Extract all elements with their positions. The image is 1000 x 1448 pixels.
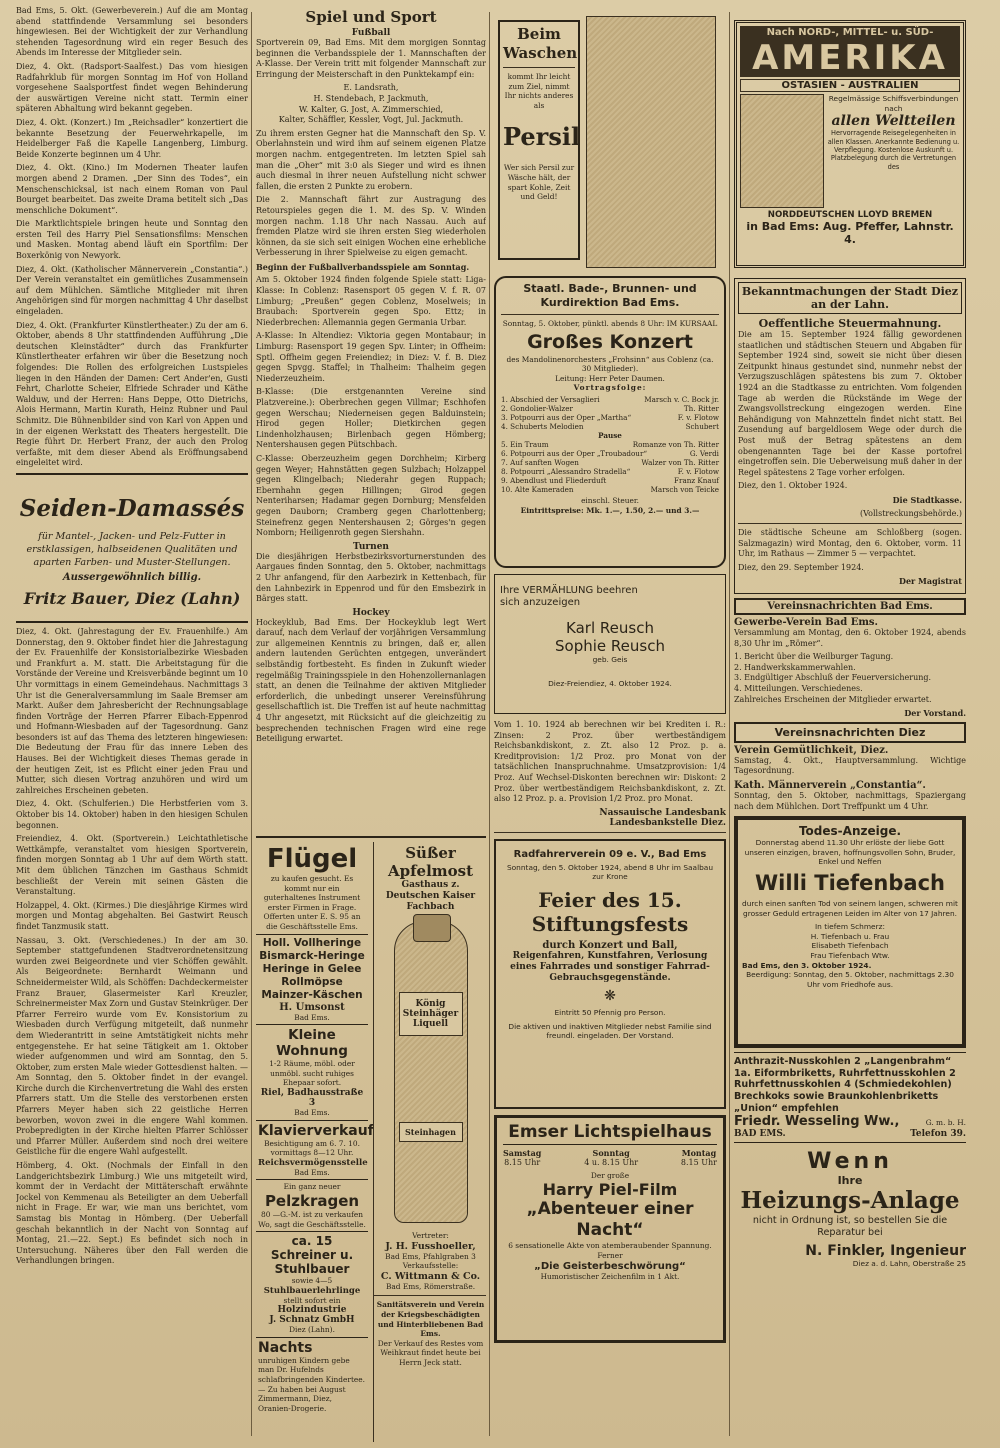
ad-addr: Diez a. d. Lahn, Oberstraße 25 <box>852 1259 966 1269</box>
section-heading: Vereinsnachrichten Bad Ems. <box>734 598 966 615</box>
ad-lichtspielhaus <box>494 1115 726 1343</box>
club-title: Kath. Männerverein „Constantia“. <box>734 780 926 791</box>
ad-text: Sonntag, den 5. Oktober 1924, abend 8 Uhr im Saalbau zur Krone <box>506 862 714 882</box>
program-item <box>501 404 719 413</box>
ad-place: Diez (Lahn). <box>289 1325 335 1335</box>
show-time <box>503 1148 541 1168</box>
ad-head: Radfahrerverein 09 e. V., Bad Ems <box>513 848 707 860</box>
program-title: 3. Potpourri aus der Oper „Martha“ <box>501 412 632 422</box>
article: Diez, 4. Okt. (Frankfurter Künstlertheater.) Zu der am 6. Oktober, abends 8 Uhr stattfindenden Aufführung „Die deutschen Kleinstädter“ durch das Frankfurter Künstlertheater erfahren wir über die Besetzung noch folgendes: Die Rollen des erfolgreichen Lustspieles liegen in den Händen der Damen: Cert Ander'en, Gusti Fehrt, Charlotte Scheier, Elfriede Schrader und Käthe Walduw, und der Herren: Hans Deppe, Otto Dietrichs, Alois Hermann, Martin Kurath, Heinz Rubner und Paul Schmitz. Die Bühnenbilder sind von Karl von Appen und in der eigenen Werkstatt des Theaters hergestellt. Die Regie führt Dr. Herbert Franz, der auch den Prolog verfaßte, mit dem dieser Abend als Eröffnungsabend eingeleitet wird. <box>16 320 248 468</box>
ad-text: Gasthaus z. Deutschen Kaiser Fachbach <box>385 880 476 912</box>
article: Die diesjährigen Herbstbezirksvorturnerstunden des Aargaues finden Sonntag, den 5. Oktober, nachmittags 2 Uhr anfangend, für den Aarbezirk in Kettenbach, für den Lahnbezirk in Eppenrod und für den Emsbezirk in Bärges statt. <box>256 551 486 604</box>
ad-sub: OSTASIEN - AUSTRALIEN <box>740 79 960 92</box>
notice-text: Der Verkauf des Restes vom Weihkraut findet heute bei Herrn Jeck statt. <box>377 1338 484 1367</box>
program-item <box>501 422 719 431</box>
ad-title: Flügel <box>266 844 358 874</box>
column-sport <box>256 6 486 1442</box>
ad-text: kommt Ihr leicht zum Ziel, nimmt Ihr nichts anderes als <box>504 72 574 110</box>
bottle-label: König Steinhäger Liquell <box>399 992 463 1036</box>
program-list <box>501 395 719 494</box>
laundry-illustration <box>586 16 716 268</box>
notice-date: Diez, den 29. September 1924. <box>738 562 864 572</box>
notice-text: Die am 15. September 1924 fällig gewordenen staatlichen und städtischen Steuern und Abgaben für September 1924 sind, soweit sie nicht über diesen Zeitpunkt hinaus gestundet sind, nunmehr nebst der Verzugszuschlägen spätestens bis zum 7. Oktober 1924 an die Stadtkasse zu entrichten. Vom folgenden Tage ab werden die Rückstände im Wege der Zwangsvollstreckung eingezogen werden. Eine Behändigung von Mahnzetteln findet nicht statt. Bei Zusendung auf bargeldlosem Wege oder durch die Post muß der Betrag spätestens an dem obengenannten Tage bei der Kasse portofrei eingetroffen sein. Die Ueberweisung muß daher in der Regel spätestens 2 Tage vorher erfolgen. <box>738 330 962 477</box>
ad-heizung <box>734 1147 966 1271</box>
ad-wohnung <box>256 1025 368 1120</box>
ad-title: Süßer Apfelmost <box>387 844 474 880</box>
program-pause: Pause <box>598 430 622 440</box>
ad-pre: Ein ganz neuer <box>283 1182 341 1192</box>
article: Diez, 4. Okt. (Radsport-Saalfest.) Das vom hiesigen Radfahrklub für morgen Sonntag im Hof von Holland vorgesehene Saalsportfest findet wegen Behinderung der auswärtigen Vereine nicht statt. Termin einer späteren Abhaltung wird bekannt gegeben. <box>16 61 248 114</box>
bottle-sub: Steinhagen <box>399 1122 463 1142</box>
ad-klavier <box>256 1121 374 1181</box>
program-composer: Franz Knauf <box>674 475 719 485</box>
ad-title: Nachts <box>258 1339 313 1356</box>
ad-firm2: C. Wittmann & Co. <box>380 1270 481 1282</box>
ad-entry: Eintritt 50 Pfennig pro Person. <box>554 1007 666 1017</box>
ad-addr2: Bad Ems, Römerstraße. <box>385 1281 476 1291</box>
show-time <box>584 1148 638 1168</box>
program-title: 8. Potpourri „Alessandro Stradella“ <box>501 466 631 476</box>
column-local-news <box>16 6 248 1442</box>
ad-firm: J. H. Fusshoeller, <box>385 1240 476 1252</box>
bank-notice: Vom 1. 10. 1924 ab berechnen wir bei Krediten i. R.: Zinsen: 2 Proz. über wertbeständigem Reichsbankdiskont, z. Zt. also 12 Proz. p. a. Kreditprovision: 1/2 Proz. pro Monat von der tatsächlichen Inanspruchnahme. Umsatzprovision: 1/4 Proz. Auf Wechsel-Diskonten berechnen wir: Diskont: 2 Proz. über wertbeständigem Reichsbankdiskont, z. Zt. also 12 Proz. p. a. Provision 1/2 Proz. pro Monat. <box>494 720 726 804</box>
ad-title: Heizungs-Anlage <box>740 1187 960 1215</box>
program-composer: G. Verdi <box>689 448 719 458</box>
agenda-item: 3. Endgültiger Abschluß der Feuerversicherung. <box>734 673 932 683</box>
notice-text: Die städtische Scheune am Schloßberg (sogen. Salzmagazin) wird Montag, den 6. Oktober, vorm. 11 Uhr, im Rathaus — Zimmer 5 — verpachtet. <box>738 528 962 559</box>
family-2: Elisabeth Tiefenbach <box>811 941 889 951</box>
ad-text: Holl. Vollheringe Bismarck-Heringe Heringe in Gelee Rollmöpse Mainzer-Käschen <box>259 936 365 1001</box>
article: Diez, 4. Okt. (Schulferien.) Die Herbstferien vom 3. Oktober bis 14. Oktober) haben in den hiesigen Schulen begonnen. <box>16 799 248 830</box>
notice-title: Sanitätsverein und Verein der Kriegsbeschädigten und Hinterbliebenen Bad Ems. <box>376 1300 485 1339</box>
ship-illustration <box>740 94 824 208</box>
film-sub: 6 sensationelle Akte von atemberaubender Spannung. Ferner <box>508 1241 712 1260</box>
lineup <box>256 83 486 125</box>
deceased-name: Willi Tiefenbach <box>755 870 945 895</box>
lineup-line: E. Landsrath, <box>343 83 399 93</box>
ad-title: Beim Waschen <box>503 25 578 62</box>
ad-seiden-damasses <box>16 473 248 623</box>
ad-text2: durch einen sanften Tod von seinem langen, schweren mit grosser Geduld ertragenen Leiden im Alter von 17 Jahren. <box>742 898 958 918</box>
agenda-item: 4. Mitteilungen. Verschiedenes. <box>734 684 863 694</box>
notice-date: Diez, den 1. Oktober 1924. <box>738 481 848 491</box>
family-1: H. Tiefenbach u. Frau <box>810 931 890 941</box>
ad-kurdirektion <box>494 276 726 568</box>
column-ads-right <box>734 6 966 1442</box>
ad-note: Aussergewöhnlich billig. <box>62 571 202 583</box>
ad-text: Besichtigung am 6. 7. 10. vormittags 8—12 Uhr. <box>264 1138 360 1158</box>
show-day: Montag <box>681 1147 717 1158</box>
subheading: Hockey <box>352 607 390 618</box>
section-heading: Bekanntmachungen der Stadt Diez an der Lahn. <box>738 282 962 314</box>
agenda-list <box>734 652 966 694</box>
ad-title: Klavierverkauf <box>258 1122 374 1139</box>
ad-foot: Wer sich Persil zur Wäsche hält, der spart Kohle, Zeit und Geld! <box>503 163 575 202</box>
city-notices <box>734 278 966 594</box>
club-title: Gewerbe-Verein Bad Ems. <box>734 617 879 629</box>
program-heading: Vortragsfolge: <box>573 383 647 393</box>
ad-invite: Die aktiven und inaktiven Mitglieder nebst Familie sind freundl. eingeladen. Der Vorstand. <box>508 1021 712 1041</box>
ad-body <box>740 94 960 208</box>
article: Freiendiez, 4. Okt. (Sportverein.) Leichtathletische Wettkämpfe, veranstaltet vom hiesigen Sportverein, finden morgen Sonntag ab 1 Uhr auf dem Wörth statt. Mit dem üblichen Tänzchen im Gasthaus Schmidt beschließt der Verein mit seinen Gästen die Veranstaltung. <box>16 834 248 897</box>
ad-intro: Sonntag, 5. Oktober, pünktl. abends 8 Uhr: IM KURSAAL <box>502 319 718 328</box>
article: Nassau, 3. Okt. (Verschiedenes.) In der am 30. September stattgefundenen Stadtverordnetensitzung wurden zwei Beigeordnete und vier Schöffen gewählt. Als Beigeordnete: Bernhardt Weimann und Schneidermeister Wild, als Schöffen: Dachdeckermeister Franz Brauer, Glasermeister Karl Kreuzler, Schreinermeister Max Zorn und Gustav Steinkrüger. Der Pfarrer Ferreiro wurde vom Ev. Konsistorium zu Wiesbaden durch Verfügung mitgeteilt, daß nunmehr dem Wiederantritt in seine Amtstätigkeit nichts mehr entgegenstehe. Er hat seine Tätigkeit am 1. Oktober wieder aufgenommen und wird am Sonntag, den 5. Oktober, zum ersten Male wieder Gottesdienst halten. — Am Sonntag, den 5. Oktober findet in der evangel. Kirche durch die Kirchenvertretung die Wahl des ersten Pfarrers statt. Um die Stelle des verstorbenen ersten Pfarrers Meyer haben sich 22 geistliche Herren beworben, wovon zwei in die engere Wahl kommen. Probepredigten in der Kirche hielten Pfarrer Schlösser und Pfarrer Müller. Außerdem sind noch drei weitere Geistliche für die engere Wahl aufgestellt. <box>16 935 248 1157</box>
club-note: Zahlreiches Erscheinen der Mitglieder erwartet. <box>734 694 932 704</box>
small-ads-column <box>256 842 374 1415</box>
ad-title: Kleine Wohnung <box>276 1027 348 1060</box>
program-item <box>501 440 719 449</box>
program-title: 10. Alte Kameraden <box>501 484 574 494</box>
ad-firm2: J. Schnatz GmbH <box>269 1315 355 1326</box>
ad-big: allen Weltteilen <box>831 113 956 130</box>
club-sig: Der Vorstand. <box>904 708 966 719</box>
ad-einzel: einschl. Steuer. <box>581 495 639 505</box>
subheading: Fußball <box>351 28 391 38</box>
program-composer: Th. Ritter <box>683 403 719 413</box>
ad-todesanzeige <box>734 816 966 1048</box>
ad-addr: Riel, Badhausstraße 3 <box>260 1087 364 1108</box>
program-title: 7. Auf sanften Wogen <box>501 457 579 467</box>
notice-title: Oeffentliche Steuermahnung. <box>758 317 942 330</box>
ad-firm: Friedr. Wesseling Ww., <box>734 1114 900 1130</box>
ad-steinhaeger <box>373 842 486 1442</box>
lineup-line: Kalter, Schäffler, Kessler, Vogt, Jul. Jackmuth. <box>278 115 464 125</box>
film-title: „Abenteuer einer Nacht“ <box>526 1199 694 1241</box>
ad-text: stellt sofort ein <box>283 1295 341 1305</box>
show-times <box>503 1148 717 1168</box>
ad-place: Bad Ems. <box>294 1107 330 1117</box>
subheading: Beginn der Fußballverbandsspiele am Sonntag. <box>256 261 470 272</box>
ad-persil <box>498 20 580 260</box>
ad-text: nicht in Ordnung ist, so bestellen Sie die Reparatur bei <box>752 1215 948 1239</box>
article: B-Klasse: (Die erstgenannten Vereine sind Platzvereine.): Oberbrechen gegen Villmar; Eschhofen gegen Werschau; Niederneisen gegen Balduinstein; Hirod gegen Holler; Dietkirchen gegen Lindenholzhausen; Birlenbach gegen Hömberg; Nentershausen gegen Pütschbach. <box>256 387 486 450</box>
ad-title: Feier des 15. Stiftungsfests <box>531 887 689 936</box>
name-geb: geb. Geis <box>592 655 628 664</box>
program-composer: Walzer von Th. Ritter <box>641 457 719 467</box>
ad-pre: Der große <box>590 1170 630 1180</box>
article: Am 5. Oktober 1924 finden folgende Spiele statt: Liga-Klasse: In Coblenz: Rasensport 05 gegen V. f. R. 07 Limburg; „Preußen“ gegen Coblenz, Moselweis; in Braubach: Sportverein gegen Spo. Ettz; in Niederbrechen: Allemannia gegen Germania Urbar. <box>256 275 486 327</box>
column-rule <box>729 12 730 1436</box>
agenda-item: 1. Bericht über die Weilburger Tagung. <box>734 652 894 662</box>
article: Holzappel, 4. Okt. (Kirmes.) Die diesjährige Kirmes wird morgen und Montag abgehalten. Bei Gastwirt Reusch findet Tanzmusik statt. <box>16 900 248 931</box>
club-text: Versammlung am Montag, den 6. Oktober 1924, abends 8,30 Uhr im „Römer“. <box>734 628 966 648</box>
ad-text2: Hervorragende Reisegelegenheiten in allen Klassen. Anerkannte Bedienung u. Verpflegung. Kostenlose Auskunft u. Platzbelegung durch die Vertretungen des <box>827 129 960 171</box>
bottle-cap <box>413 914 451 942</box>
section-heading: Vereinsnachrichten Diez <box>734 722 966 743</box>
divider <box>374 1295 486 1296</box>
article: Zu ihrem ersten Gegner hat die Mannschaft den Sp. V. Oberlahnstein und wird ihm auf seinem eigenen Platze morgen nachm. entgegentreten. Im letzten Spiel sah man die „Oher“ mit 3:0 als Sieger und wird es ihnen auch diesmal in ihrer neuen Aufstellung nicht schwer fallen, die ersten 2 Punkte zu erobern. <box>256 128 486 191</box>
notice-sig: Der Magistrat <box>899 576 962 587</box>
ad-foot-row <box>734 1129 966 1139</box>
program-composer: Romanze von Th. Ritter <box>632 439 719 449</box>
article: Hockeyklub, Bad Ems. Der Hockeyklub legt Wert darauf, nach dem Verlauf der vorjährigen Versammlung zur allgemeinen Kenntnis zu bringen, daß er, allen andern lautenden Gerüchten entgegen, unverändert selbständig fortbesteht. Es finden in Zukunft wieder regelmäßig Trainingsspiele in den Hohenzollernanlagen statt, an denen die Teilnahme der aktiven Mitglieder erforderlich, die unbedingt unserer Vereinsführung gesellschaftlich ist. Die Treffen ist auf heute nachmittag 4 Uhr angesetzt, mit Rücksicht auf die gleichzeitig zu besprechenden technischen Fragen wird eine rege Beteiligung erwartet. <box>256 617 486 744</box>
program-composer: Marsch v. C. Bock jr. <box>644 394 719 404</box>
program-composer: Schubert <box>685 421 719 431</box>
family-3: Frau Tiefenbach Wtw. <box>810 950 890 960</box>
ad-text: Regelmässige Schiffsverbindungen nach <box>828 94 959 113</box>
ad-sub: durch Konzert und Ball, <box>542 939 678 951</box>
name-1: Karl Reusch <box>566 619 654 637</box>
bank-firm: Nassauische Landesbank <box>599 807 726 818</box>
program-composer: F. v. Flotow <box>677 412 719 422</box>
notice-sig: Die Stadtkasse. <box>892 494 962 505</box>
film-sub-2: Humoristischer Zeichenfilm in 1 Akt. <box>540 1271 680 1281</box>
divider <box>494 832 726 833</box>
bottle-illustration <box>394 921 468 1223</box>
ad-firm: Fritz Bauer, Diez (Lahn) <box>23 588 241 608</box>
program-item <box>501 476 719 485</box>
ad-phone: Telefon 39. <box>910 1129 966 1140</box>
program-composer: Marsch von Teicke <box>650 484 719 494</box>
club-text: Sonntag, den 5. Oktober, nachmittags, Spaziergang nach dem Mühlchen. Dort Treffpunkt um 4 Uhr. <box>734 791 966 811</box>
ad-text: unruhigen Kindern gebe man Dr. Hufelnds schlafbringenden Kindertee. — Zu haben bei August Zimmermann, Diez, Oranien-Drogerie. <box>258 1355 366 1413</box>
ad-pre: Vertreter: <box>412 1231 449 1240</box>
notice-sig2: (Vollstreckungsbehörde.) <box>859 508 962 518</box>
ad-pre: Wenn <box>807 1149 893 1175</box>
ad-addr: Reichsvermögensstelle <box>258 1157 368 1168</box>
ad-body-text <box>824 94 960 208</box>
ad-nachts <box>256 1338 368 1416</box>
program-title: 1. Abschied der Versaglieri <box>501 394 600 404</box>
ad-pelzkragen <box>256 1180 368 1232</box>
club-text: Samstag, 4. Okt., Hauptversammlung. Wichtige Tagesordnung. <box>734 755 966 776</box>
ad-firm-row <box>734 1114 966 1129</box>
film-title-2: „Die Geisterbeschwörung“ <box>534 1260 686 1272</box>
ad-price: Eintrittspreise: Mk. 1.—, 1.50, 2.— und 3.— <box>520 505 700 515</box>
ad-text: 80 —G.-M. ist zu verkaufen Wo, sagt die Geschäftsstelle. <box>258 1209 366 1229</box>
ad-date: Bad Ems, den 3. Oktober 1924. <box>742 960 872 970</box>
article: Hömberg, 4. Okt. (Nochmals der Einfall in den Landgerichtsbezirk Limburg.) Wie uns mitgeteilt wird, kommt der in Verdacht der Mittäterschaft erwähnte Jockel von Kemmenau als Beteiligter an dem Ueberfall nicht in Frage. Er war, wie man uns berichtet, vom Samstag bis Montag in Hömberg. (Der Ueberfall geschah bekanntlich in der Nacht von Sonntag auf Montag, 21.—22. Sept.) Es befindet sich noch in Untersuchung. Näheres über den Fall werden die Verhandlungen bringen. <box>16 1161 248 1266</box>
ad-gmbh: G. m. b. H. <box>925 1118 966 1128</box>
show-day: Sonntag <box>592 1147 630 1158</box>
divider <box>503 67 575 68</box>
show-hour: 8.15 Uhr <box>680 1157 717 1167</box>
ad-place: Bad Ems. <box>294 1167 330 1177</box>
ad-brand: Persil <box>503 122 581 152</box>
ad-burial: Beerdigung: Sonntag, den 5. Oktober, nachmittags 2.30 Uhr vom Friedhofe aus. <box>746 970 954 989</box>
column-ads-middle <box>494 6 726 1442</box>
show-day: Samstag <box>503 1147 542 1158</box>
ad-title: Seiden-Damassés <box>19 494 245 522</box>
ad-sub: sowie 4—5 <box>291 1276 333 1286</box>
ad-lead: Leitung: Herr Peter Daumen. <box>555 373 665 383</box>
article: Die 2. Mannschaft fährt zur Austragung des Retourspieles gegen die 1. M. des Sp. V. Winden morgen nachm. 1.18 Uhr nach Nassau. Auch auf fremden Platze wird sie ihren ersten Sieg wiederholen können, da sie sich seit einigen Wochen eine erhebliche Verbesserung in ihrer Spielweise zu eigen gemacht. <box>256 195 486 258</box>
ad-sub: des Mandolinenorchesters „Frohsinn“ aus Coblenz (ca. 30 Mitglieder). <box>506 354 714 374</box>
program-title: 4. Schuberts Melodien <box>501 421 584 431</box>
article: Die Marktlichtspiele bringen heute und Sonntag den ersten Teil des Harry Piel Sensationsfilms: Menschen und Masken. Montag abend läuft ein Sportfilm: Der Boxerkönig von Newyork. <box>16 219 248 261</box>
club-title: Verein Gemütlichkeit, Diez. <box>734 744 889 756</box>
ad-radfahrerverein <box>494 839 726 1109</box>
ad-text: 1-2 Räume, möbl. oder unmöbl. sucht ruhiges Ehepaar sofort. <box>269 1059 355 1088</box>
program-composer: F. v. Flotow <box>677 466 719 476</box>
ornament-icon: ❋ <box>604 987 616 1004</box>
ad-vermaehlung <box>494 574 726 714</box>
ad-addr: in Bad Ems: Aug. Pfeffer, Lahnstr. 4. <box>746 220 954 246</box>
ad-place: BAD EMS. <box>734 1129 786 1140</box>
ad-title: Todes-Anzeige. <box>798 824 902 839</box>
bank-firm2: Landesbankstelle Diez. <box>609 817 726 828</box>
article: C-Klasse: Oberzeuzheim gegen Dorchheim; Kirberg gegen Weyer; Hahnstätten gegen Sulzbach; Holzappel gegen Klingelbach; Niederahr gegen Ruppach; Ebernhahn gegen Hillingen; Girod gegen Nenteriharsen; Hadamar gegen Dornburg; Mensfelden gegen Dauborn; Cramberg gegen Charlottenberg; Steinefrenz gegen Nentershausen 2; Görges'n gegen Nomborn; Heiligenroth gegen Siershahn. <box>256 453 486 538</box>
program-item <box>501 395 719 404</box>
ad-area <box>256 836 486 1442</box>
ad-pre: Nach NORD-, MITTEL- u. SÜD- <box>740 26 960 39</box>
subheading: Turnen <box>353 541 389 552</box>
divider <box>738 523 962 524</box>
ad-text: Anthrazit-Nusskohlen 2 „Langenbrahm“ 1a. Eiformbriketts, Ruhrfettnusskohlen 2 Ruhrfettnusskohlen 4 (Schmiedekohlen) Brechkoks sowie Braunkohlenbriketts „Union“ empfehlen <box>734 1056 956 1114</box>
ad-sub2: Stuhlbauerlehrlinge <box>263 1285 361 1296</box>
ad-firm: Holzindustrie <box>277 1305 347 1316</box>
lineup-line: W. Kalter, G. Jost, A. Zimmerschied, <box>298 104 444 114</box>
ad-head: Staatl. Bade-, Brunnen- und Kurdirektion Bad Ems. <box>523 282 697 309</box>
ad-amerika <box>734 20 966 268</box>
show-hour: 8.15 Uhr <box>504 1157 541 1167</box>
article: Sportverein 09, Bad Ems. Mit dem morgigen Sonntag beginnen die Verbandsspiele der 1. Mannschaften der A-Klasse. Der Verein tritt mit folgender Mannschaft zur Erringung der Meisterschaft in den Punktekampf ein: <box>256 38 486 79</box>
program-title: 5. Ein Traum <box>501 439 549 449</box>
agenda-item: 2. Handwerkskammerwahlen. <box>734 662 856 672</box>
ad-title: AMERIKA <box>740 39 960 77</box>
ad-text: für Mantel-, Jacken- und Pelz-Futter in erstklassigen, halbseidenen Qualitäten und aparten Farben- und Muster-Stellungen. <box>26 530 238 568</box>
ad-place: Diez-Freiendiez, 4. Oktober 1924. <box>548 678 672 688</box>
article: A-Klasse: In Altendiez: Viktoria gegen Montabaur; in Limburg: Rasensport 19 gegen Spv. Linter; in Offheim: Sptl. Offheim gegen Freiendiez; in Diez: V. f. B. Diez gegen Spvgg. Staffel; in Thalheim: Thalheim gegen Niederzeuzheim. <box>256 331 486 383</box>
show-hour: 4 u. 8.15 Uhr <box>584 1157 639 1167</box>
section-heading: Spiel und Sport <box>305 8 437 26</box>
article: Diez, 4. Okt. (Konzert.) Im „Reichsadler“ konzertiert die bekannte Besetzung der Feuerwehrkapelle, im Heidelberger Faß die Kapelle Langenberg, Limburg. Beide Konzerte beginnen um 4 Uhr. <box>16 117 248 159</box>
lineup-line: H. Stendebach, P. Jackmuth, <box>313 93 429 103</box>
ad-pre2: Ihre <box>837 1174 863 1188</box>
name-2: Sophie Reusch <box>555 637 665 655</box>
ad-pre2: Verkaufsstelle: <box>402 1261 459 1271</box>
ad-addr: Bad Ems, Pfahlgraben 3 <box>385 1251 476 1261</box>
ad-firm: N. Finkler, Ingenieur <box>805 1243 966 1260</box>
film-brand: Harry Piel-Film <box>542 1180 678 1200</box>
ad-kohlen <box>734 1052 966 1143</box>
column-rule <box>489 12 490 1436</box>
ad-intro: Ihre VERMÄHLUNG beehren sich anzuzeigen <box>500 585 638 608</box>
program-item <box>501 458 719 467</box>
ad-heringe <box>256 935 368 1026</box>
ad-title: Großes Konzert <box>527 330 693 353</box>
ad-place: Bad Ems. <box>294 1012 330 1022</box>
show-time <box>681 1148 717 1168</box>
program-item <box>501 413 719 422</box>
divider <box>501 314 719 315</box>
ad-firm: NORDDEUTSCHEN LLOYD BREMEN <box>767 210 933 220</box>
program-item <box>501 467 719 476</box>
ad-text: Donnerstag abend 11.30 Uhr erlöste der liebe Gott unseren einzigen, braven, hoffnungsvollen Sohn, Bruder, Enkel und Neffen <box>744 838 956 867</box>
ad-grief: In tiefem Schmerz: <box>814 922 885 932</box>
program-title: 2. Gondolier-Walzer <box>501 403 573 413</box>
column-rule <box>251 12 252 1436</box>
article: Diez, 4. Okt. (Jahrestagung der Ev. Frauenhilfe.) Am Donnerstag, den 9. Oktober findet hier die Jahrestagung der Ev. Frauenhilfe der Konsistorialbezirke Wiesbaden und Frankfurt a. M. statt. Die Arbeitstagung für die Vorstände der Vereine und Kreisverbände beginnt um 10 Uhr vormittags in einem Gemeindehaus. Nachmittags 3 Uhr ist die Generalversammlung im Saale Bremser am Markt. Außer dem Jahresbericht der Rechnungsablage finden Vorträge der Herren Pfarrer Eibach-Eppenrod und Hofmann-Wiesbaden auf der Tagesordnung. Ganz besonders ist auf das Thema des letzteren hingewiesen: Die Bedeutung der Frau für das innere Leben des Hauses. Bei der Wichtigkeit dieses Themas gerade in der heutigen Zeit, ist es Pflicht einer jeden Frau und Mutter, sich diesen Vortrag anzuhören und wird um zahlreiches Erscheinen gebeten. <box>16 626 248 795</box>
article: Bad Ems, 5. Okt. (Gewerbeverein.) Auf die am Montag abend stattfindende Versammlung sei besonders hingewiesen. Bei der Wichtigkeit der zur Verhandlung stehenden Tagesordnung wird ein reger Besuch des Abends im Interesse der Mitglieder sein. <box>16 6 248 58</box>
ad-schreiner <box>256 1232 368 1338</box>
ad-fluegel <box>256 842 368 935</box>
program-title: 6. Potpourri aus der Oper „Troubadour“ <box>501 448 648 458</box>
program-item <box>501 485 719 494</box>
program-title: 9. Abendlust und Fliederduft <box>501 475 607 485</box>
ad-title: ca. 15 Schreiner u. Stuhlbauer <box>270 1234 354 1277</box>
ad-text: zu kaufen gesucht. Es kommt nur ein guterhaltenes Instrument erster Firmen in Frage. Offerten unter E. S. 95 an die Geschäftsstelle Ems. <box>263 874 361 931</box>
article: Diez, 4. Okt. (Kino.) Im Modernen Theater laufen morgen abend 2 Dramen. „Der Sinn des Todes“, ein Menschenschicksal, ist nach einem Roman von Paul Bourget bearbeitet. Das zweite Drama betitelt sich „Das menschliche Dokument“. <box>16 163 248 215</box>
article: Diez, 4. Okt. (Katholischer Männerverein „Constantia“.) Der Verein veranstaltet ein gemütliches Zusammensein auf dem Mühlchen. Sämtliche Mitglieder mit ihren Angehörigen sind für morgen nachmittag 4 Uhr daselbst eingeladen. <box>16 264 248 317</box>
ad-firm: H. Umsonst <box>279 1001 345 1013</box>
ad-sub2: Reigenfahren, Kunstfahren, Verlosung eines Fahrrades und sonstiger Fahrrad-Gebrauchsgegenstände. <box>510 950 710 983</box>
program-item <box>501 449 719 458</box>
ad-title: Pelzkragen <box>264 1191 360 1210</box>
ad-head: Emser Lichtspielhaus <box>503 1122 717 1145</box>
